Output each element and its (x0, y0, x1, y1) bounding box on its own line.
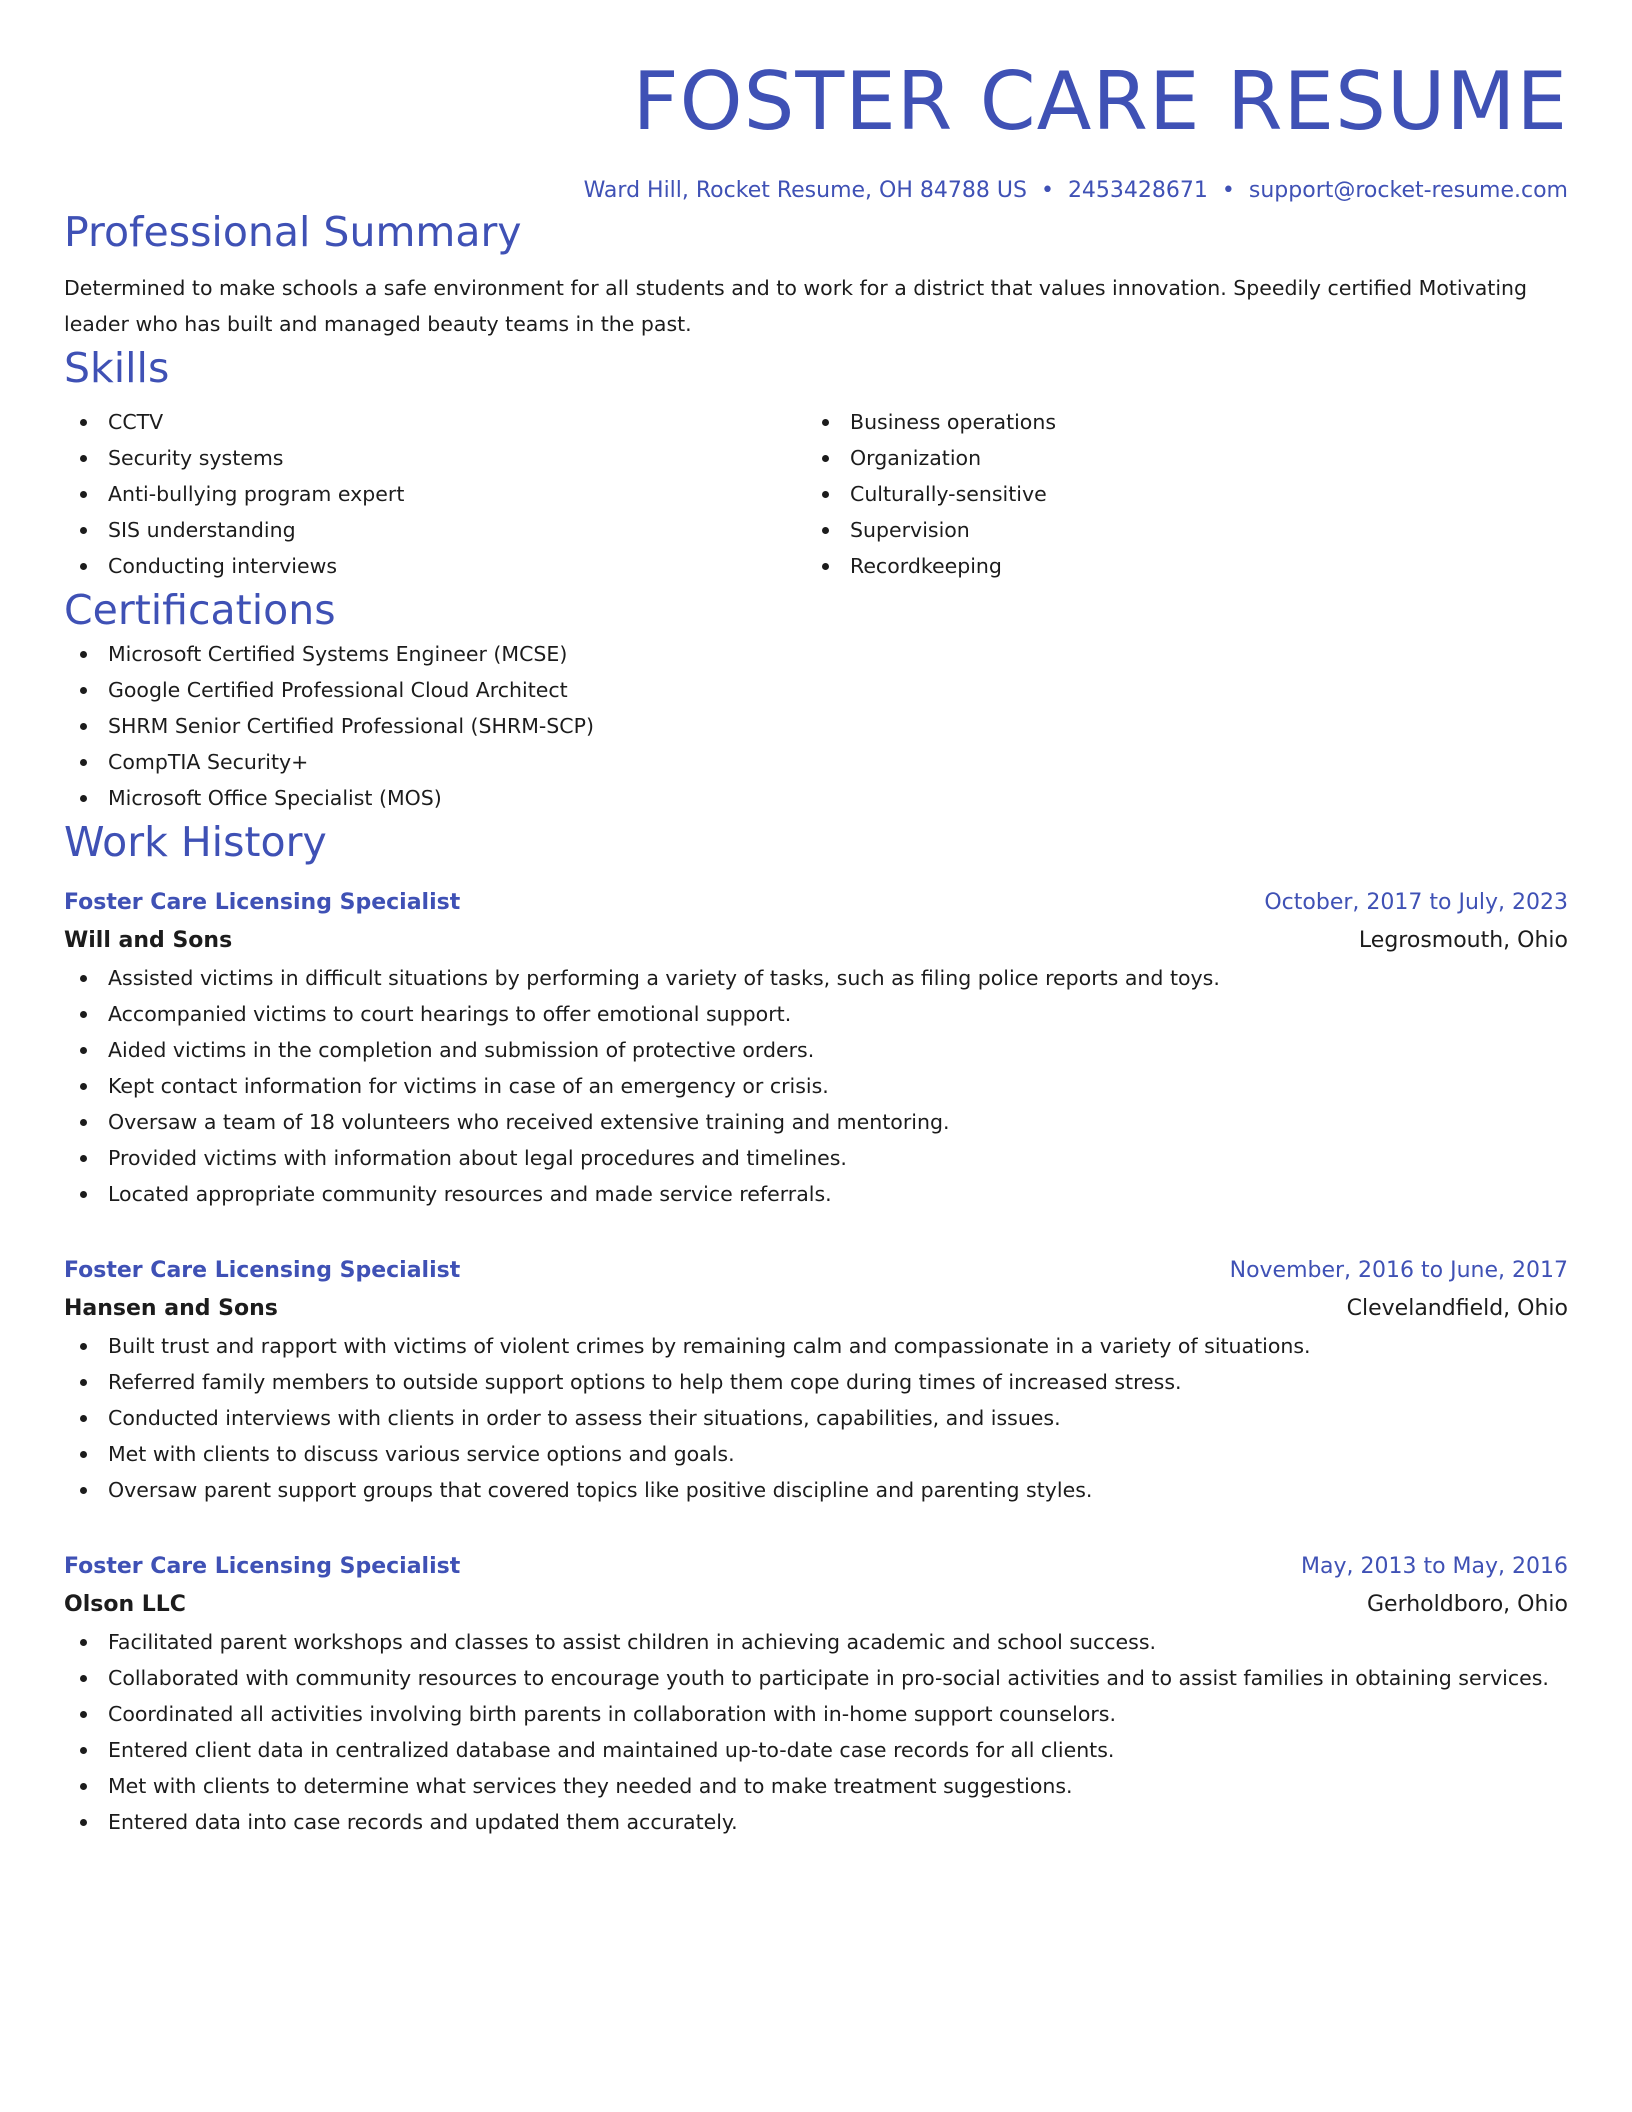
job-entry (64, 1252, 1568, 1508)
job-entry (64, 1548, 1568, 1840)
job-title-row (64, 1548, 1568, 1586)
skill-item: Anti-bullying program expert (64, 476, 806, 512)
skill-item: Culturally-sensitive (806, 476, 1548, 512)
work-history-section (64, 816, 1568, 1840)
job-company: Olson LLC (64, 1592, 186, 1617)
job-title-row (64, 1252, 1568, 1290)
job-duty-item: Conducted interviews with clients in order to assess their situations, capabilities, and issues. (64, 1400, 1568, 1436)
job-duties-list (64, 1624, 1568, 1840)
professional-summary-section (64, 206, 1568, 342)
job-company: Hansen and Sons (64, 1296, 278, 1321)
job-duty-item: Located appropriate community resources and made service referrals. (64, 1176, 1568, 1212)
contact-address: Ward Hill, Rocket Resume, OH 84788 US (583, 178, 1027, 203)
job-duty-item: Facilitated parent workshops and classes to assist children in achieving academic and school success. (64, 1624, 1568, 1660)
resume-title: FOSTER CARE RESUME (632, 55, 1568, 148)
job-duty-item: Referred family members to outside support options to help them cope during times of increased stress. (64, 1364, 1568, 1400)
skill-item: Conducting interviews (64, 548, 806, 584)
skills-column-right (806, 404, 1548, 584)
contact-separator: • (1221, 178, 1235, 203)
contact-separator: • (1040, 178, 1054, 203)
contact-phone: 2453428671 (1067, 178, 1208, 203)
skills-list-left (64, 404, 806, 584)
summary-heading: Professional Summary (64, 208, 522, 256)
job-dates: May, 2013 to May, 2016 (1301, 1554, 1568, 1579)
job-location: Legrosmouth, Ohio (1358, 928, 1568, 953)
certifications-list (64, 636, 1568, 816)
job-dates: October, 2017 to July, 2023 (1264, 890, 1568, 915)
job-duty-item: Met with clients to determine what services they needed and to make treatment suggestions. (64, 1768, 1568, 1804)
job-duties-list (64, 960, 1568, 1212)
skill-item: Supervision (806, 512, 1548, 548)
job-entry (64, 884, 1568, 1212)
job-duty-item: Kept contact information for victims in case of an emergency or crisis. (64, 1068, 1568, 1104)
job-duty-item: Assisted victims in difficult situations by performing a variety of tasks, such as filing police reports and toys. (64, 960, 1568, 996)
job-duty-item: Accompanied victims to court hearings to offer emotional support. (64, 996, 1568, 1032)
skill-item: Recordkeeping (806, 548, 1548, 584)
job-location: Clevelandfield, Ohio (1346, 1296, 1568, 1321)
certifications-section (64, 584, 1568, 816)
job-company-row (64, 1290, 1568, 1328)
contact-email[interactable]: support@rocket-resume.com (1248, 178, 1568, 203)
summary-text: Determined to make schools a safe environment for all students and to work for a district that values innovation. Speedily certified Motivating leader who has built and managed beauty teams in the past. (64, 276, 1528, 336)
contact-line (64, 176, 1568, 206)
skills-grid (64, 404, 1568, 584)
job-duty-item: Met with clients to discuss various service options and goals. (64, 1436, 1568, 1472)
certification-item: Microsoft Certified Systems Engineer (MCSE) (64, 636, 1568, 672)
skills-section (64, 342, 1568, 584)
job-title: Foster Care Licensing Specialist (64, 1258, 461, 1283)
skill-item: CCTV (64, 404, 806, 440)
job-duties-list (64, 1328, 1568, 1508)
certifications-heading: Certifications (64, 586, 336, 634)
job-dates: November, 2016 to June, 2017 (1229, 1258, 1568, 1283)
job-duty-item: Coordinated all activities involving birth parents in collaboration with in-home support counselors. (64, 1696, 1568, 1732)
skill-item: Security systems (64, 440, 806, 476)
job-duty-item: Provided victims with information about legal procedures and timelines. (64, 1140, 1568, 1176)
job-company-row (64, 1586, 1568, 1624)
job-duty-item: Entered data into case records and updated them accurately. (64, 1804, 1568, 1840)
job-duty-item: Built trust and rapport with victims of violent crimes by remaining calm and compassionate in a variety of situations. (64, 1328, 1568, 1364)
certification-item: Google Certified Professional Cloud Architect (64, 672, 1568, 708)
certification-item: SHRM Senior Certified Professional (SHRM-SCP) (64, 708, 1568, 744)
skills-column-left (64, 404, 806, 584)
skill-item: SIS understanding (64, 512, 806, 548)
skills-heading: Skills (64, 344, 170, 392)
job-location: Gerholdboro, Ohio (1367, 1592, 1568, 1617)
skill-item: Organization (806, 440, 1548, 476)
skills-list-right (806, 404, 1548, 584)
job-duty-item: Oversaw a team of 18 volunteers who received extensive training and mentoring. (64, 1104, 1568, 1140)
work-history-heading: Work History (64, 818, 327, 866)
job-title-row (64, 884, 1568, 922)
job-duty-item: Aided victims in the completion and submission of protective orders. (64, 1032, 1568, 1068)
job-title: Foster Care Licensing Specialist (64, 890, 461, 915)
job-duty-item: Entered client data in centralized database and maintained up-to-date case records for all clients. (64, 1732, 1568, 1768)
job-company-row (64, 922, 1568, 960)
skill-item: Business operations (806, 404, 1548, 440)
certification-item: Microsoft Office Specialist (MOS) (64, 780, 1568, 816)
job-duty-item: Oversaw parent support groups that covered topics like positive discipline and parenting styles. (64, 1472, 1568, 1508)
job-title: Foster Care Licensing Specialist (64, 1554, 461, 1579)
certification-item: CompTIA Security+ (64, 744, 1568, 780)
job-duty-item: Collaborated with community resources to encourage youth to participate in pro-social activities and to assist families in obtaining services. (64, 1660, 1568, 1696)
job-company: Will and Sons (64, 928, 233, 953)
